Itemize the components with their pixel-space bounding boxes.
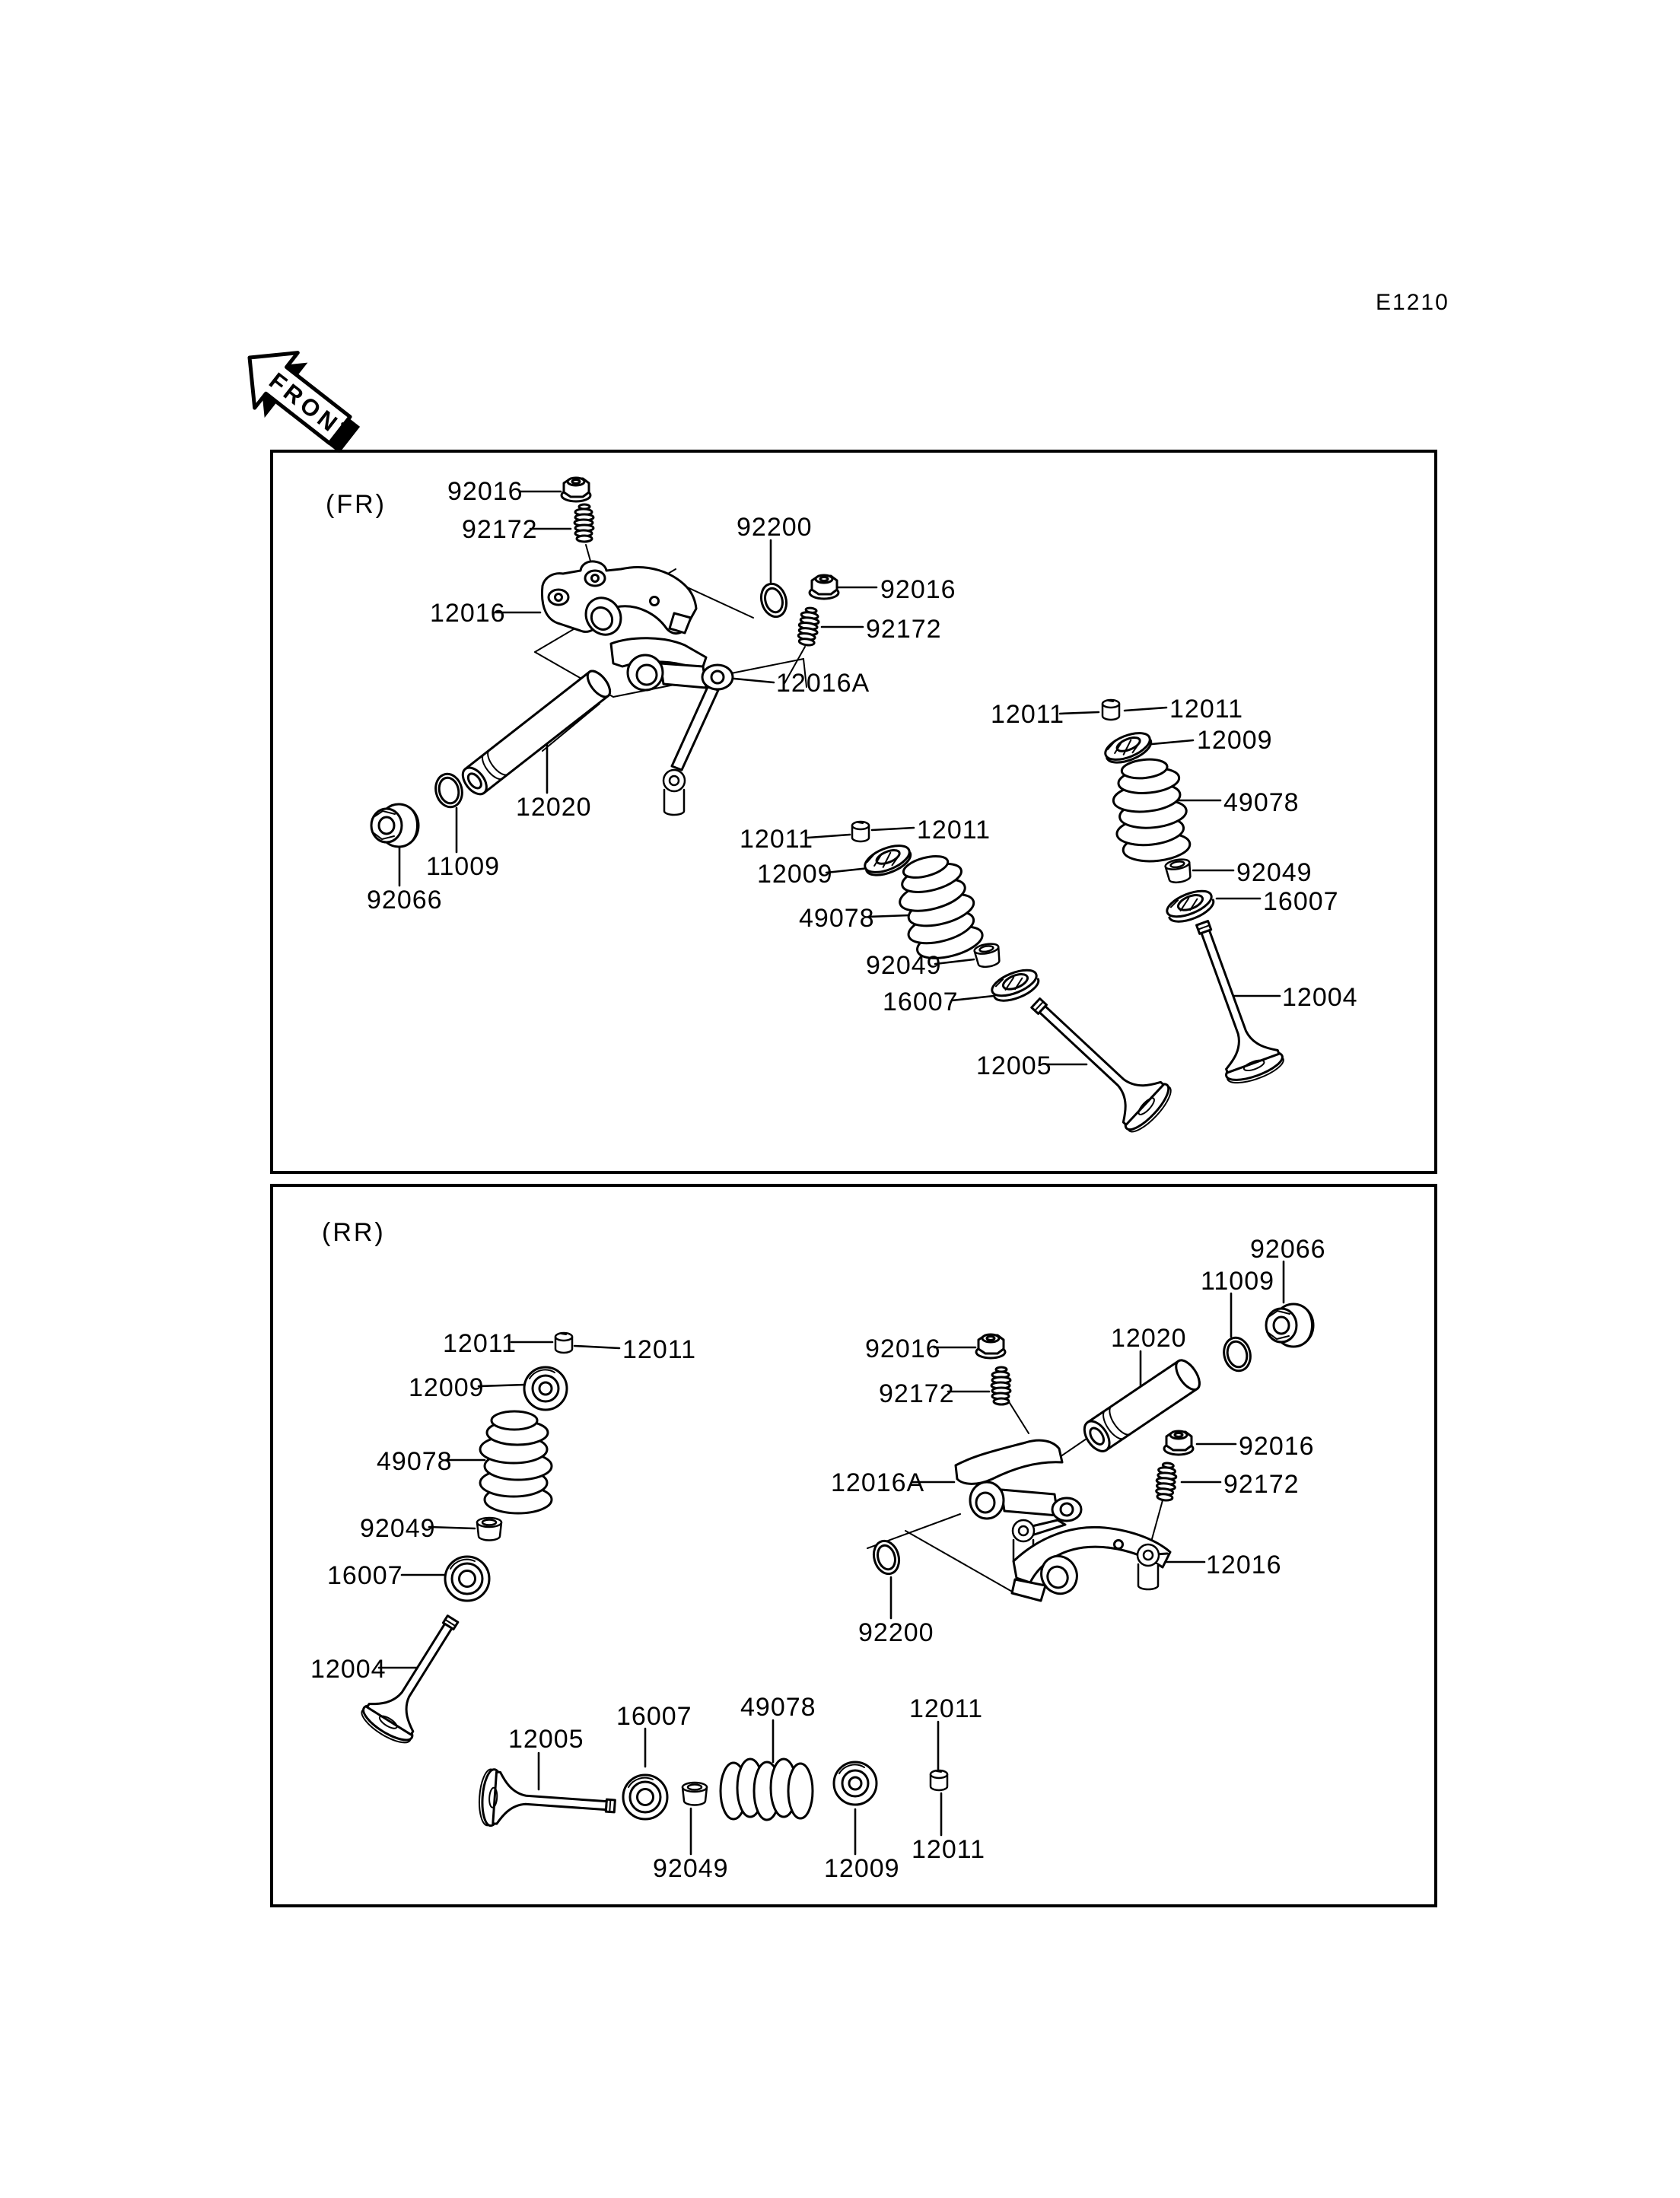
part-label-12009: 12009 [757, 860, 833, 889]
part-label-92066: 92066 [367, 886, 443, 915]
part-label-12004: 12004 [310, 1655, 387, 1684]
valve-seal-icon [974, 942, 1002, 969]
part-label-16007: 16007 [883, 988, 959, 1016]
intake-valve-icon [1174, 913, 1287, 1089]
part-label-16007: 16007 [616, 1702, 692, 1731]
part-label-12016A: 12016A [831, 1468, 925, 1497]
part-label-92172: 92172 [1223, 1470, 1300, 1499]
spring-retainer-icon [524, 1367, 567, 1410]
shim-washer-icon [870, 1538, 903, 1576]
valve-seal-icon [682, 1783, 707, 1805]
part-label-12011: 12011 [443, 1329, 517, 1358]
part-label-49078: 49078 [740, 1693, 816, 1722]
valve-keeper-icon [555, 1333, 572, 1353]
part-label-92016: 92016 [447, 477, 523, 506]
locknut-icon [976, 1334, 1005, 1358]
rocker-arm-icon [1012, 1527, 1170, 1601]
valve-spring-icon [480, 1411, 552, 1513]
part-label-12020: 12020 [1111, 1324, 1187, 1353]
part-label-12011: 12011 [740, 825, 814, 854]
part-label-92200: 92200 [737, 513, 813, 542]
part-label-92049: 92049 [653, 1854, 729, 1883]
part-label-49078: 49078 [1223, 788, 1300, 817]
part-label-12009: 12009 [824, 1854, 900, 1883]
valve-spring-icon [1109, 755, 1191, 864]
adjuster-screw-icon [991, 1367, 1010, 1404]
part-label-12011: 12011 [622, 1335, 697, 1364]
valve-spring-icon [890, 848, 985, 965]
valve-keeper-icon [1102, 700, 1119, 720]
part-label-92016: 92016 [880, 575, 956, 604]
part-label-11009: 11009 [1201, 1267, 1275, 1296]
part-label-92049: 92049 [866, 951, 942, 980]
part-label-12011: 12011 [917, 816, 991, 845]
shim-washer-icon [758, 581, 791, 619]
spring-seat-icon [445, 1557, 489, 1601]
part-label-12016A: 12016A [776, 669, 870, 698]
spring-retainer-icon [834, 1762, 877, 1805]
part-label-12005: 12005 [976, 1051, 1052, 1080]
part-label-92016: 92016 [865, 1334, 941, 1363]
rocker-arm-icon [611, 638, 733, 815]
locknut-icon [562, 478, 590, 501]
valve-seal-icon [1165, 857, 1193, 884]
fr-section-tag: (FR) [326, 490, 387, 519]
front-arrow-label: FRONT [264, 367, 360, 450]
part-label-49078: 49078 [799, 904, 875, 933]
rr-section-tag: (RR) [322, 1218, 386, 1247]
part-label-12011: 12011 [912, 1835, 986, 1864]
cap-plug-icon [1266, 1304, 1313, 1347]
valve-keeper-icon [852, 822, 869, 841]
diagram-code: E1210 [1376, 290, 1449, 315]
fr-parts [371, 478, 1287, 1137]
part-label-92049: 92049 [360, 1514, 436, 1543]
part-label-92016: 92016 [1239, 1432, 1315, 1461]
spring-seat-icon [988, 965, 1042, 1006]
part-label-12016: 12016 [430, 599, 506, 628]
part-label-92200: 92200 [858, 1618, 934, 1647]
part-label-12009: 12009 [409, 1373, 485, 1402]
part-label-12016: 12016 [1206, 1551, 1282, 1579]
valve-keeper-icon [931, 1770, 947, 1790]
spring-seat-icon [623, 1775, 667, 1819]
part-label-49078: 49078 [377, 1447, 453, 1476]
part-label-92172: 92172 [879, 1379, 955, 1408]
tappet-foot-icon [663, 770, 685, 815]
exhaust-valve-icon [478, 1769, 617, 1834]
adjuster-screw-icon [797, 606, 821, 646]
valve-seal-icon [477, 1518, 501, 1541]
locknut-icon [1164, 1431, 1193, 1455]
locknut-icon [810, 575, 838, 599]
part-label-92172: 92172 [866, 615, 942, 644]
tappet-foot-icon [1138, 1544, 1159, 1589]
oring-icon [432, 771, 466, 810]
adjuster-screw-icon [1155, 1462, 1178, 1501]
rocker-shaft-icon [458, 667, 614, 799]
rr-parts [357, 1304, 1313, 1834]
part-label-12020: 12020 [516, 793, 592, 822]
part-label-92066: 92066 [1250, 1235, 1326, 1264]
part-label-16007: 16007 [1263, 887, 1339, 916]
oring-icon [1220, 1335, 1254, 1374]
part-label-12011: 12011 [991, 700, 1065, 729]
part-label-16007: 16007 [327, 1561, 403, 1590]
valve-spring-icon [721, 1759, 813, 1820]
part-label-12004: 12004 [1282, 983, 1358, 1012]
part-label-12005: 12005 [508, 1725, 584, 1754]
rr-callouts [310, 1218, 1326, 1883]
adjuster-screw-icon [574, 504, 593, 542]
part-label-12011: 12011 [909, 1694, 984, 1723]
part-label-12011: 12011 [1169, 695, 1244, 724]
front-arrow [227, 331, 373, 467]
part-label-92049: 92049 [1236, 858, 1312, 887]
part-label-92172: 92172 [462, 515, 538, 544]
part-label-11009: 11009 [426, 852, 501, 881]
rocker-arm-icon [542, 561, 696, 641]
cap-plug-icon [371, 804, 418, 847]
part-label-12009: 12009 [1197, 726, 1273, 755]
